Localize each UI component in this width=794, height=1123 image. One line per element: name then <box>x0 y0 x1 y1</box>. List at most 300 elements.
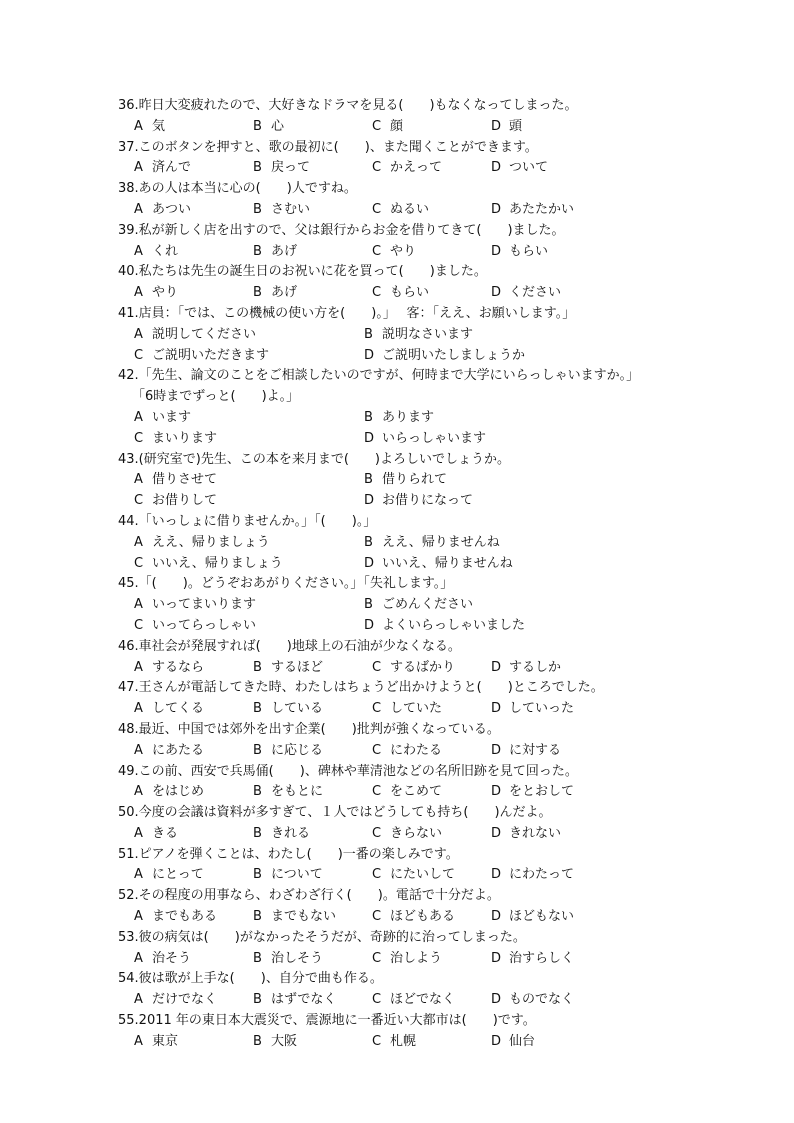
answer-option <box>372 782 442 803</box>
option-letter: D <box>491 118 502 134</box>
option-text: 頭 <box>509 118 523 134</box>
answer-options-row <box>118 158 718 179</box>
option-letter: B <box>253 825 262 841</box>
answer-option <box>372 158 442 179</box>
option-text: もらい <box>390 285 430 301</box>
question-stem: 49.この前、西安で兵馬俑( )、碑林や華清池などの名所旧跡を見て回った。 <box>118 763 578 779</box>
option-letter: C <box>134 555 144 571</box>
answer-option <box>253 824 310 845</box>
option-letter: C <box>134 617 144 633</box>
option-text: あつい <box>152 201 192 217</box>
option-text: するなら <box>152 659 205 675</box>
question-item <box>118 803 718 845</box>
question-item <box>118 762 718 804</box>
answer-options-row <box>118 865 718 886</box>
answer-options-row <box>118 741 718 762</box>
answer-option <box>134 595 256 616</box>
option-letter: A <box>134 326 143 342</box>
question-stem: 36.昨日大変疲れたので、大好きなドラマを見る( )もなくなってしまった。 <box>118 98 578 113</box>
answer-option <box>491 865 574 886</box>
option-text: 治しよう <box>390 950 443 966</box>
answer-option <box>372 242 416 263</box>
question-stem: 42.「先生、論文のことをご相談したいのですが、何時まで大学にいらっしゃいますか。」 <box>118 368 640 384</box>
option-letter: B <box>364 472 373 488</box>
option-text: をもとに <box>271 784 324 800</box>
option-text: してくる <box>152 701 205 717</box>
question-stem: 47.王さんが電話してきた時、わたしはちょうど出かけようと( )ところでした。 <box>118 680 604 696</box>
answer-option <box>372 865 455 886</box>
option-text: いらっしゃいます <box>382 430 487 446</box>
option-letter: B <box>253 285 262 301</box>
option-letter: D <box>491 784 502 800</box>
option-letter: A <box>134 243 143 259</box>
option-letter: C <box>372 909 382 925</box>
answer-option <box>364 346 525 367</box>
question-item <box>118 366 718 449</box>
question-stem: 46.車社会が発展すれば( )地球上の石油が少なくなる。 <box>118 638 461 654</box>
option-letter: A <box>134 909 143 925</box>
answer-options-row <box>118 283 718 304</box>
option-letter: C <box>372 118 382 134</box>
answer-option <box>134 782 204 803</box>
option-letter: D <box>491 1033 502 1049</box>
option-letter: A <box>134 992 143 1008</box>
option-letter: A <box>134 409 143 425</box>
option-letter: A <box>134 285 143 301</box>
answer-option <box>372 907 455 928</box>
question-stem: 48.最近、中国では郊外を出す企業( )批判が強くなっている。 <box>118 721 500 737</box>
option-letter: C <box>372 201 382 217</box>
option-letter: B <box>253 160 262 176</box>
option-letter: A <box>134 659 143 675</box>
option-letter: B <box>253 243 262 259</box>
option-text: 東京 <box>152 1033 179 1049</box>
option-letter: D <box>491 909 502 925</box>
option-letter: C <box>134 347 144 363</box>
answer-option <box>134 533 270 554</box>
option-letter: B <box>253 992 262 1008</box>
option-letter: C <box>372 867 382 883</box>
answer-option <box>134 325 256 346</box>
answer-option <box>253 949 323 970</box>
answer-option <box>364 616 525 637</box>
option-text: やり <box>152 285 179 301</box>
option-letter: D <box>491 201 502 217</box>
answer-options-row <box>118 346 718 367</box>
answer-option <box>491 990 574 1011</box>
question-stem-continuation: 「6時までずっと( )よ。」 <box>132 389 300 405</box>
option-text: するしか <box>509 659 562 675</box>
answer-option <box>253 242 297 263</box>
option-letter: A <box>134 701 143 717</box>
option-letter: B <box>364 534 373 550</box>
option-text: していった <box>509 701 575 717</box>
answer-option <box>491 949 574 970</box>
answer-option <box>491 242 548 263</box>
option-text: に応じる <box>271 742 324 758</box>
option-letter: B <box>364 409 373 425</box>
question-stem: 54.彼は歌が上手な( )、自分で曲も作る。 <box>118 971 383 987</box>
option-letter: D <box>364 493 375 509</box>
answer-option <box>253 907 336 928</box>
option-letter: A <box>134 597 143 613</box>
option-text: かえって <box>390 160 443 176</box>
answer-option <box>134 907 217 928</box>
option-letter: D <box>491 659 502 675</box>
option-text: 借りられて <box>382 472 448 488</box>
answer-options-row <box>118 990 718 1011</box>
option-text: あげ <box>271 243 298 259</box>
answer-option <box>134 658 204 679</box>
question-stem: 44.「いっしょに借りませんか。」「( )。」 <box>118 513 377 529</box>
option-letter: B <box>253 784 262 800</box>
answer-options-row <box>118 595 718 616</box>
option-letter: D <box>491 742 502 758</box>
option-letter: D <box>491 867 502 883</box>
option-text: あげ <box>271 285 298 301</box>
option-letter: D <box>491 160 502 176</box>
option-letter: C <box>372 701 382 717</box>
option-letter: D <box>491 825 502 841</box>
question-stem: 43.(研究室で)先生、この本を来月まで( )よろしいでしょうか。 <box>118 451 510 467</box>
answer-options-row <box>118 824 718 845</box>
question-stem: 41.店員：「では、この機械の使い方を( )。」 客：「ええ、お願いします。」 <box>118 305 576 321</box>
answer-options-row <box>118 658 718 679</box>
option-letter: A <box>134 867 143 883</box>
option-text: あたたかい <box>509 201 575 217</box>
answer-option <box>491 1032 535 1053</box>
option-text: 説明なさいます <box>382 326 474 342</box>
option-text: ものでなく <box>509 992 575 1008</box>
question-item <box>118 179 718 221</box>
answer-options-row <box>118 429 718 450</box>
option-text: に対する <box>509 742 562 758</box>
answer-options-row <box>118 782 718 803</box>
answer-option <box>253 158 310 179</box>
option-text: やり <box>390 243 417 259</box>
option-letter: B <box>253 118 262 134</box>
option-letter: A <box>134 534 143 550</box>
answer-option <box>372 990 455 1011</box>
option-letter: C <box>372 825 382 841</box>
question-item <box>118 637 718 679</box>
option-text: ごめんください <box>382 597 474 613</box>
option-letter: C <box>372 742 382 758</box>
question-stem: 50.今度の会議は資料が多すぎて、１人ではどうしても持ち( )んだよ。 <box>118 805 552 821</box>
answer-options-row <box>118 699 718 720</box>
option-text: 気 <box>152 118 166 134</box>
question-item <box>118 574 718 636</box>
option-text: 札幌 <box>390 1033 417 1049</box>
option-letter: C <box>372 659 382 675</box>
question-stem: 51.ピアノを弾くことは、わたし( )一番の楽しみです。 <box>118 846 459 862</box>
question-stem: 38.あの人は本当に心の( )人ですね。 <box>118 181 357 197</box>
answer-option <box>253 990 336 1011</box>
option-text: ください <box>509 285 562 301</box>
question-item <box>118 96 718 138</box>
option-letter: B <box>364 326 373 342</box>
option-text: ええ、帰りませんね <box>382 534 500 550</box>
answer-option <box>134 346 269 367</box>
option-letter: D <box>364 617 375 633</box>
option-letter: A <box>134 825 143 841</box>
answer-option <box>134 616 256 637</box>
question-item <box>118 138 718 180</box>
option-letter: C <box>372 243 382 259</box>
option-letter: C <box>372 285 382 301</box>
option-letter: A <box>134 950 143 966</box>
question-item <box>118 304 718 366</box>
option-text: もらい <box>509 243 549 259</box>
answer-option <box>253 283 297 304</box>
question-item <box>118 969 718 1011</box>
question-item <box>118 450 718 512</box>
option-text: いってらっしゃい <box>152 617 257 633</box>
answer-option <box>253 741 323 762</box>
option-text: います <box>152 409 192 425</box>
option-text: ぬるい <box>390 201 430 217</box>
answer-option <box>253 200 310 221</box>
answer-option <box>253 865 323 886</box>
answer-option <box>491 782 574 803</box>
question-item <box>118 886 718 928</box>
answer-option <box>134 491 217 512</box>
question-stem: 40.私たちは先生の誕生日のお祝いに花を買って( )ました。 <box>118 264 487 280</box>
answer-option <box>134 429 217 450</box>
answer-options-row <box>118 200 718 221</box>
option-text: お借りになって <box>382 493 474 509</box>
answer-option <box>372 658 455 679</box>
answer-option <box>372 283 429 304</box>
question-item <box>118 262 718 304</box>
question-stem: 37.このボタンを押すと、歌の最初に( )、また聞くことができます。 <box>118 139 538 155</box>
option-letter: A <box>134 784 143 800</box>
answer-option <box>253 658 323 679</box>
answer-option <box>134 408 191 429</box>
answer-option <box>364 554 513 575</box>
option-text: 顔 <box>390 118 404 134</box>
answer-option <box>372 200 429 221</box>
option-text: いいえ、帰りませんね <box>382 555 513 571</box>
option-letter: A <box>134 472 143 488</box>
option-letter: C <box>134 493 144 509</box>
answer-option <box>491 658 561 679</box>
question-item <box>118 845 718 887</box>
option-letter: D <box>491 243 502 259</box>
answer-options-row <box>118 949 718 970</box>
option-text: ほどもない <box>509 909 575 925</box>
option-text: はずでなく <box>271 992 337 1008</box>
option-text: にわたって <box>509 867 575 883</box>
question-stem: 53.彼の病気は( )がなかったそうだが、奇跡的に治ってしまった。 <box>118 929 526 945</box>
answer-options-row <box>118 533 718 554</box>
answer-options-row <box>118 1032 718 1053</box>
answer-option <box>134 824 178 845</box>
answer-option <box>364 429 486 450</box>
question-item <box>118 928 718 970</box>
option-text: までもない <box>271 909 337 925</box>
answer-option <box>134 699 204 720</box>
answer-option <box>134 865 204 886</box>
option-text: について <box>271 867 323 883</box>
option-letter: C <box>372 992 382 1008</box>
answer-option <box>134 554 283 575</box>
answer-option <box>372 741 442 762</box>
exam-document <box>118 96 718 1053</box>
option-text: きる <box>152 825 179 841</box>
option-letter: B <box>253 950 262 966</box>
option-letter: D <box>491 285 502 301</box>
option-letter: C <box>372 950 382 966</box>
option-letter: D <box>491 992 502 1008</box>
answer-option <box>491 824 561 845</box>
option-text: さむい <box>271 201 311 217</box>
answer-options-row <box>118 325 718 346</box>
option-letter: B <box>253 867 262 883</box>
option-text: 治そう <box>152 950 192 966</box>
option-letter: B <box>253 909 262 925</box>
option-text: お借りして <box>152 493 218 509</box>
option-letter: B <box>364 597 373 613</box>
answer-option <box>364 533 500 554</box>
answer-option <box>134 741 204 762</box>
answer-option <box>364 491 473 512</box>
option-text: きらない <box>390 825 443 841</box>
option-text: 済んで <box>152 160 192 176</box>
option-letter: B <box>253 1033 262 1049</box>
option-text: だけでなく <box>152 992 218 1008</box>
option-text: いってまいります <box>152 597 257 613</box>
answer-option <box>134 1032 178 1053</box>
option-letter: B <box>253 742 262 758</box>
option-letter: C <box>134 430 144 446</box>
question-item <box>118 678 718 720</box>
answer-option <box>134 200 191 221</box>
option-text: にわたる <box>390 742 443 758</box>
answer-option <box>364 408 434 429</box>
answer-option <box>491 699 574 720</box>
question-stem: 52.その程度の用事なら、わざわざ行く( )。電話で十分だよ。 <box>118 888 500 904</box>
answer-options-row <box>118 554 718 575</box>
option-text: 治すらしく <box>509 950 575 966</box>
answer-option <box>253 782 323 803</box>
answer-option <box>372 1032 416 1053</box>
question-item <box>118 1011 718 1053</box>
option-text: ご説明いただきます <box>152 347 270 363</box>
option-letter: D <box>491 701 502 717</box>
option-letter: C <box>372 784 382 800</box>
option-text: 治しそう <box>271 950 324 966</box>
answer-option <box>372 117 403 138</box>
option-letter: B <box>253 659 262 675</box>
question-item <box>118 512 718 574</box>
option-letter: C <box>372 1033 382 1049</box>
option-text: まいります <box>152 430 218 446</box>
option-text: ご説明いたしましょうか <box>382 347 526 363</box>
answer-option <box>491 907 574 928</box>
option-text: ええ、帰りましょう <box>152 534 270 550</box>
option-letter: C <box>372 160 382 176</box>
answer-options-row <box>118 242 718 263</box>
option-text: にたいして <box>390 867 456 883</box>
answer-option <box>491 117 522 138</box>
answer-option <box>134 242 178 263</box>
option-text: ほどもある <box>390 909 456 925</box>
question-stem: 39.私が新しく店を出すので、父は銀行からお金を借りてきて( )ました。 <box>118 222 565 238</box>
answer-option <box>253 1032 297 1053</box>
answer-options-row <box>118 470 718 491</box>
option-letter: D <box>364 347 375 363</box>
answer-option <box>253 699 323 720</box>
option-text: きれる <box>271 825 311 841</box>
option-text: するほど <box>271 659 324 675</box>
option-letter: A <box>134 160 143 176</box>
answer-option <box>134 158 191 179</box>
answer-option <box>364 470 447 491</box>
option-text: くれ <box>152 243 179 259</box>
option-text: あります <box>382 409 435 425</box>
option-text: きれない <box>509 825 562 841</box>
option-text: ついて <box>509 160 549 176</box>
option-text: ほどでなく <box>390 992 456 1008</box>
option-text: 戻って <box>271 160 311 176</box>
option-letter: A <box>134 742 143 758</box>
question-stem: 45.「( )。どうぞおあがりください。」「失礼します。」 <box>118 576 454 592</box>
option-text: にとって <box>152 867 204 883</box>
option-text: にあたる <box>152 742 205 758</box>
answer-option <box>364 325 473 346</box>
answer-option <box>491 283 561 304</box>
option-letter: B <box>253 701 262 717</box>
option-text: よくいらっしゃいました <box>382 617 526 633</box>
answer-option <box>134 283 178 304</box>
option-letter: D <box>364 555 375 571</box>
option-text: していた <box>390 701 443 717</box>
answer-options-row <box>118 491 718 512</box>
answer-option <box>134 990 217 1011</box>
answer-option <box>134 949 191 970</box>
option-letter: B <box>253 201 262 217</box>
answer-option <box>491 200 574 221</box>
question-stem: 55.2011 年の東日本大震災で、震源地に一番近い大都市は( )です。 <box>118 1013 536 1029</box>
option-text: をこめて <box>390 784 443 800</box>
option-text: をとおして <box>509 784 575 800</box>
option-text: 心 <box>271 118 285 134</box>
option-text: している <box>271 701 324 717</box>
answer-option <box>491 741 561 762</box>
option-text: するばかり <box>390 659 456 675</box>
option-letter: D <box>364 430 375 446</box>
answer-options-row <box>118 616 718 637</box>
answer-option <box>372 949 442 970</box>
question-item <box>118 221 718 263</box>
answer-option <box>372 699 442 720</box>
option-letter: A <box>134 118 143 134</box>
answer-option <box>491 158 548 179</box>
answer-option <box>134 470 217 491</box>
answer-option <box>253 117 284 138</box>
option-text: 説明してください <box>152 326 257 342</box>
answer-options-row <box>118 408 718 429</box>
answer-options-row <box>118 117 718 138</box>
option-text: までもある <box>152 909 218 925</box>
answer-option <box>372 824 442 845</box>
option-text: をはじめ <box>152 784 205 800</box>
answer-options-row <box>118 907 718 928</box>
answer-option <box>134 117 165 138</box>
option-text: いいえ、帰りましょう <box>152 555 283 571</box>
option-text: 大阪 <box>271 1033 298 1049</box>
